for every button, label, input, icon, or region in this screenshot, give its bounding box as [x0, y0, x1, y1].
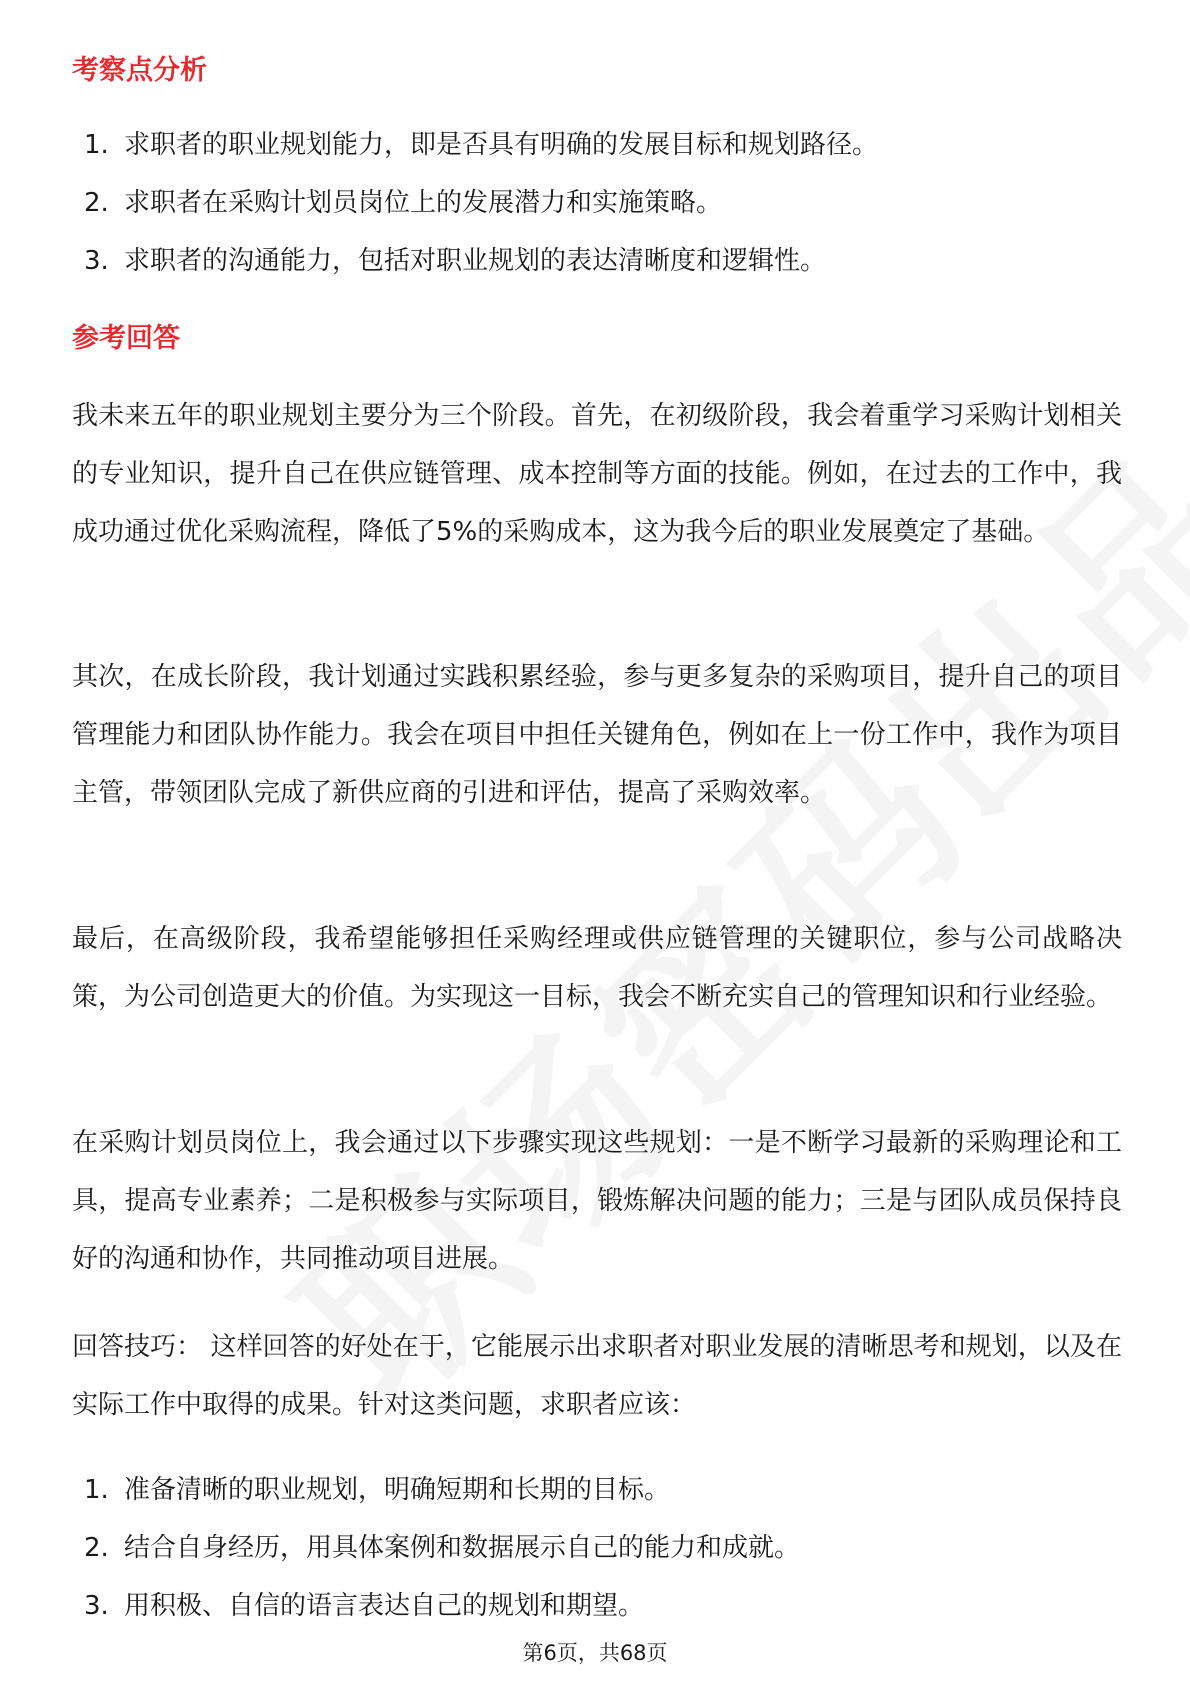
answer-paragraph: 我未来五年的职业规划主要分为三个阶段。首先，在初级阶段，我会着重学习采购计划相关的专业知识，提升自己在供应链管理、成本控制等方面的技能。例如，在过去的工作中，我成功通过优化采购流程，降低了5%的采购成本，这为我今后的职业发展奠定了基础。 [72, 401, 1122, 547]
list-item-text: 结合自身经历，用具体案例和数据展示自己的能力和成就。 [124, 1533, 801, 1563]
answer-paragraph: 最后，在高级阶段，我希望能够担任采购经理或供应链管理的关键职位，参与公司战略决策，为公司创造更大的价值。为实现这一目标，我会不断充实自己的管理知识和行业经验。 [72, 924, 1122, 1012]
list-item [84, 1531, 800, 1589]
list-item-number: 2. [84, 188, 109, 218]
list-item-number: 1. [84, 1475, 109, 1505]
analysis-list [84, 128, 878, 302]
answer-paragraph: 在采购计划员岗位上，我会通过以下步骤实现这些规划：一是不断学习最新的采购理论和工具，提高专业素养；二是积极参与实际项目，锻炼解决问题的能力；三是与团队成员保持良好的沟通和协作，共同推动项目进展。 [72, 1128, 1122, 1274]
page-number: 第6页，共68页 [522, 1641, 668, 1665]
list-item-number: 1. [84, 130, 109, 160]
list-item-text: 求职者的职业规划能力，即是否具有明确的发展目标和规划路径。 [124, 130, 879, 160]
list-item-text: 求职者在采购计划员岗位上的发展潜力和实施策略。 [124, 188, 723, 218]
list-item-number: 3. [84, 1591, 109, 1621]
list-item [84, 128, 878, 186]
section-heading-analysis: 考察点分析 [72, 55, 207, 86]
list-item-text: 用积极、自信的语言表达自己的规划和期望。 [124, 1591, 645, 1621]
list-item-text: 准备清晰的职业规划，明确短期和长期的目标。 [124, 1475, 671, 1505]
list-item-number: 3. [84, 246, 109, 276]
answer-paragraph: 其次，在成长阶段，我计划通过实践积累经验，参与更多复杂的采购项目，提升自己的项目管理能力和团队协作能力。我会在项目中担任关键角色，例如在上一份工作中，我作为项目主管，带领团队完成了新供应商的引进和评估，提高了采购效率。 [72, 662, 1122, 808]
list-item-text: 求职者的沟通能力，包括对职业规划的表达清晰度和逻辑性。 [124, 246, 827, 276]
list-item [84, 186, 878, 244]
list-item [84, 244, 878, 302]
list-item-number: 2. [84, 1533, 109, 1563]
section-heading-answer: 参考回答 [72, 323, 180, 354]
tips-list [84, 1473, 800, 1647]
answer-tips-paragraph: 回答技巧： 这样回答的好处在于，它能展示出求职者对职业发展的清晰思考和规划，以及在实际工作中取得的成果。针对这类问题，求职者应该： [72, 1332, 1122, 1420]
list-item [84, 1473, 800, 1531]
